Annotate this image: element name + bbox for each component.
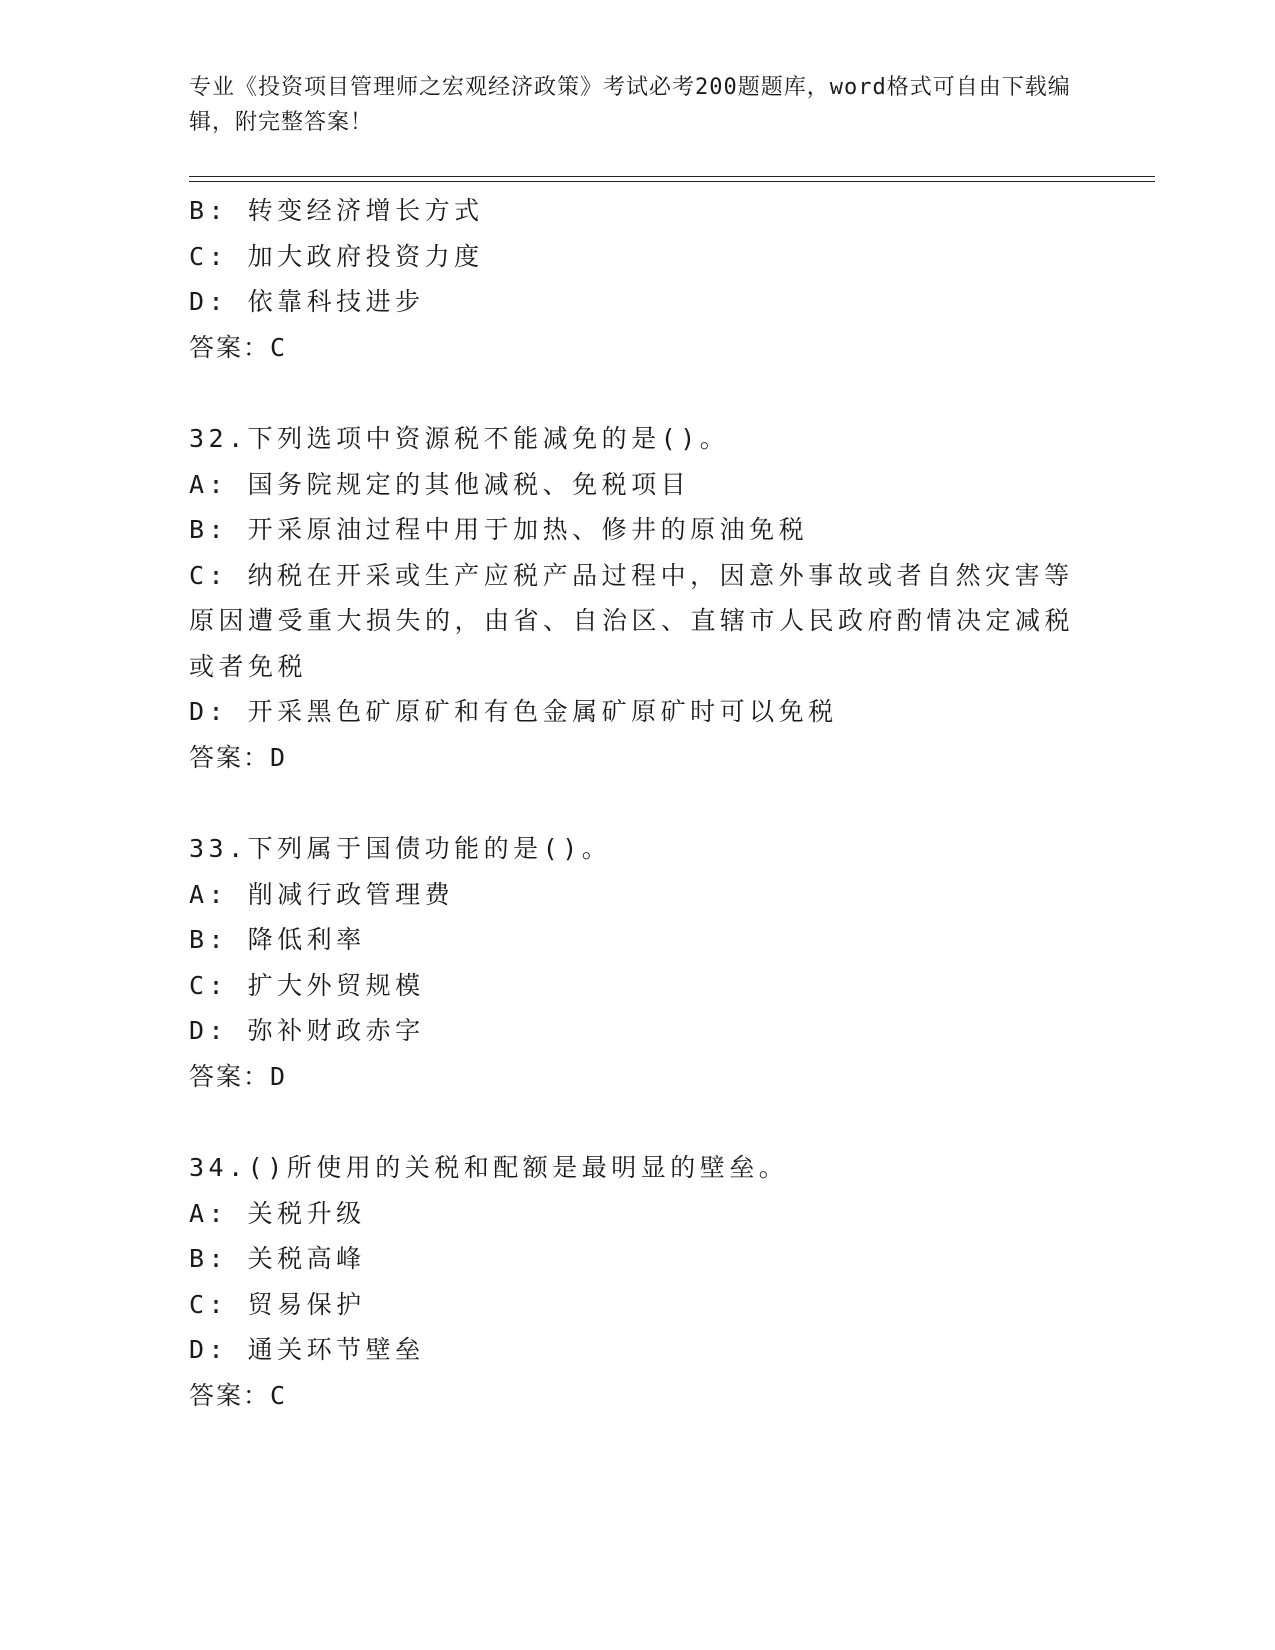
option-d: D: 开采黑色矿原矿和有色金属矿原矿时可以免税 bbox=[189, 697, 838, 726]
header-divider-top bbox=[189, 176, 1155, 177]
question-stem: 34.()所使用的关税和配额是最明显的壁垒。 bbox=[189, 1153, 789, 1182]
option-d: D: 通关环节壁垒 bbox=[189, 1335, 425, 1364]
option-a: A: 国务院规定的其他减税、免税项目 bbox=[189, 469, 691, 499]
document-header: 专业《投资项目管理师之宏观经济政策》考试必考200题题库，word格式可自由下载编辑，附完整答案！ bbox=[189, 75, 1071, 135]
header-divider-bottom bbox=[189, 181, 1155, 182]
option-c: C: 贸易保护 bbox=[189, 1289, 366, 1319]
option-b: B: 转变经济增长方式 bbox=[189, 196, 484, 225]
option-a: A: 关税升级 bbox=[189, 1198, 366, 1228]
option-c: C: 纳税在开采或生产应税产品过程中，因意外事故或者自然灾害等原因遭受重大损失的，由省、自治区、直辖市人民政府酌情决定减税或者免税 bbox=[189, 560, 1075, 681]
question-33 bbox=[189, 826, 1089, 1099]
option-b: B: 降低利率 bbox=[189, 925, 366, 954]
question-stem: 32.下列选项中资源税不能减免的是()。 bbox=[189, 424, 730, 453]
question-32 bbox=[189, 416, 1089, 780]
option-b: B: 开采原油过程中用于加热、修井的原油免税 bbox=[189, 515, 809, 544]
answer-line: 答案：D bbox=[189, 1061, 288, 1091]
answer-line: 答案：D bbox=[189, 742, 288, 772]
question-stem: 33.下列属于国债功能的是()。 bbox=[189, 834, 612, 863]
option-d: D: 依靠科技进步 bbox=[189, 287, 425, 316]
option-b: B: 关税高峰 bbox=[189, 1244, 366, 1273]
option-c: C: 扩大外贸规模 bbox=[189, 970, 425, 1000]
answer-line: 答案：C bbox=[189, 1380, 288, 1410]
partial-question bbox=[189, 188, 1089, 370]
question-list bbox=[189, 188, 1089, 1418]
question-34 bbox=[189, 1145, 1089, 1418]
option-a: A: 削减行政管理费 bbox=[189, 879, 455, 909]
option-d: D: 弥补财政赤字 bbox=[189, 1016, 425, 1045]
option-c: C: 加大政府投资力度 bbox=[189, 241, 484, 271]
answer-line: 答案：C bbox=[189, 332, 288, 362]
